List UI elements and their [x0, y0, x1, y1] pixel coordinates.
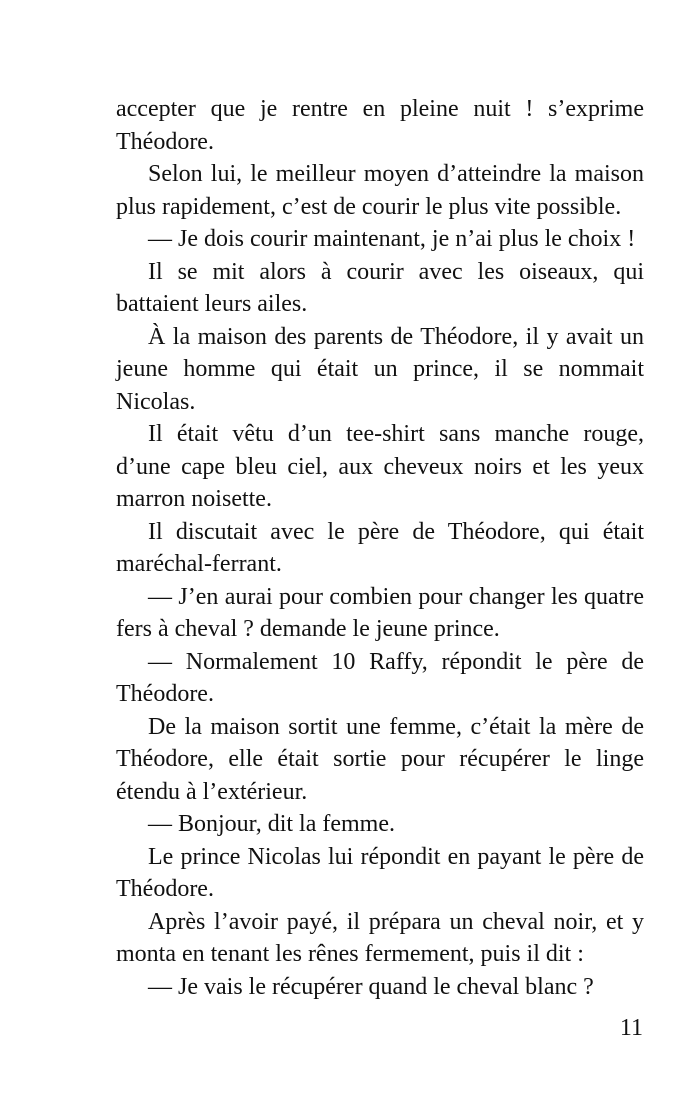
paragraph-continuation: accepter que je rentre en pleine nuit ! s’exprime Théodore. [116, 96, 644, 155]
paragraph: Il se mit alors à courir avec les oiseaux, qui battaient leurs ailes. [116, 258, 644, 317]
paragraph: Il était vêtu d’un tee-shirt sans manche rouge, d’une cape bleu ciel, aux cheveux noirs et les yeux marron noisette. [116, 421, 644, 512]
page-body-text [116, 93, 644, 1003]
dialogue-line: — Je vais le récupérer quand le cheval blanc ? [148, 973, 594, 1000]
page-number: 11 [619, 1015, 643, 1041]
paragraph: Le prince Nicolas lui répondit en payant le père de Théodore. [116, 843, 644, 902]
paragraph: À la maison des parents de Théodore, il y avait un jeune homme qui était un prince, il se nommait Nicolas. [116, 323, 644, 415]
paragraph: Après l’avoir payé, il prépara un cheval noir, et y monta en tenant les rênes fermement, puis il dit : [116, 908, 644, 967]
dialogue-line: — J’en aurai pour combien pour changer les quatre fers à cheval ? demande le jeune prince. [116, 583, 644, 642]
dialogue-line: — Normalement 10 Raffy, répondit le père de Théodore. [116, 648, 644, 707]
dialogue-line: — Je dois courir maintenant, je n’ai plus le choix ! [148, 226, 636, 252]
paragraph: De la maison sortit une femme, c’était la mère de Théodore, elle était sortie pour récupérer le linge étendu à l’extérieur. [116, 713, 644, 805]
paragraph: Selon lui, le meilleur moyen d’atteindre la maison plus rapidement, c’est de courir le plus vite possible. [116, 161, 644, 220]
dialogue-line: — Bonjour, dit la femme. [148, 811, 395, 837]
paragraph: Il discutait avec le père de Théodore, qui était maréchal-ferrant. [116, 518, 644, 577]
